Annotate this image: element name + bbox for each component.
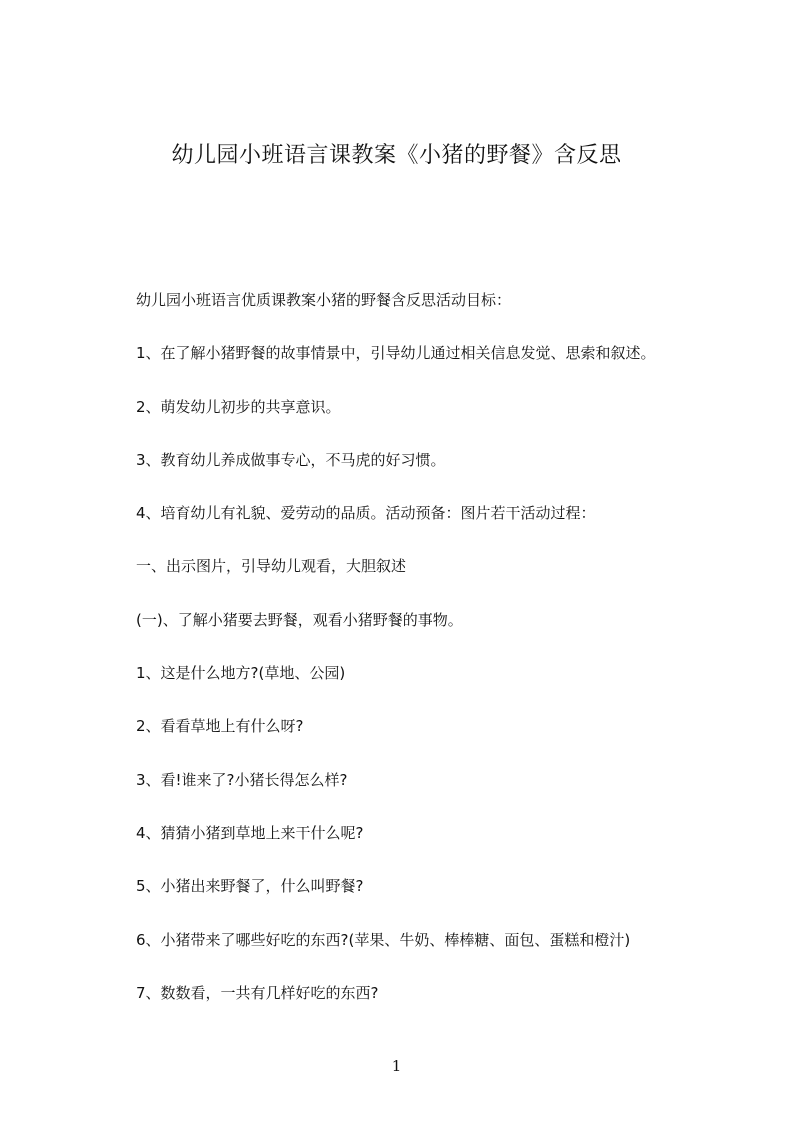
body-line: 1、在了解小猪野餐的故事情景中，引导幼儿通过相关信息发觉、思索和叙述。	[136, 344, 656, 363]
document-title: 幼儿园小班语言课教案《小猪的野餐》含反思	[171, 143, 622, 168]
body-line: 3、教育幼儿养成做事专心，不马虎的好习惯。	[136, 450, 446, 469]
body-line: 4、猜猜小猪到草地上来干什么呢?	[136, 823, 364, 842]
page-number: 1	[391, 1057, 402, 1075]
body-line: 3、看!谁来了?小猪长得怎么样?	[136, 770, 348, 789]
body-line: 2、萌发幼儿初步的共享意识。	[136, 397, 341, 416]
body-line: 4、培育幼儿有礼貌、爱劳动的品质。活动预备：图片若干活动过程：	[136, 504, 596, 523]
document-body	[136, 288, 776, 1034]
body-line: 幼儿园小班语言优质课教案小猪的野餐含反思活动目标：	[136, 291, 512, 309]
body-line: (一)、了解小猪要去野餐，观看小猪野餐的事物。	[136, 610, 463, 629]
body-line: 2、看看草地上有什么呀?	[136, 717, 304, 736]
body-line: 1、这是什么地方?(草地、公园)	[136, 664, 346, 683]
body-line: 6、小猪带来了哪些好吃的东西?(苹果、牛奶、棒棒糖、面包、蛋糕和橙汁)	[136, 930, 631, 949]
body-line: 5、小猪出来野餐了，什么叫野餐?	[136, 877, 364, 896]
body-line: 7、数数看，一共有几样好吃的东西?	[136, 983, 379, 1002]
body-line: 一、出示图片，引导幼儿观看，大胆叙述	[136, 557, 407, 576]
